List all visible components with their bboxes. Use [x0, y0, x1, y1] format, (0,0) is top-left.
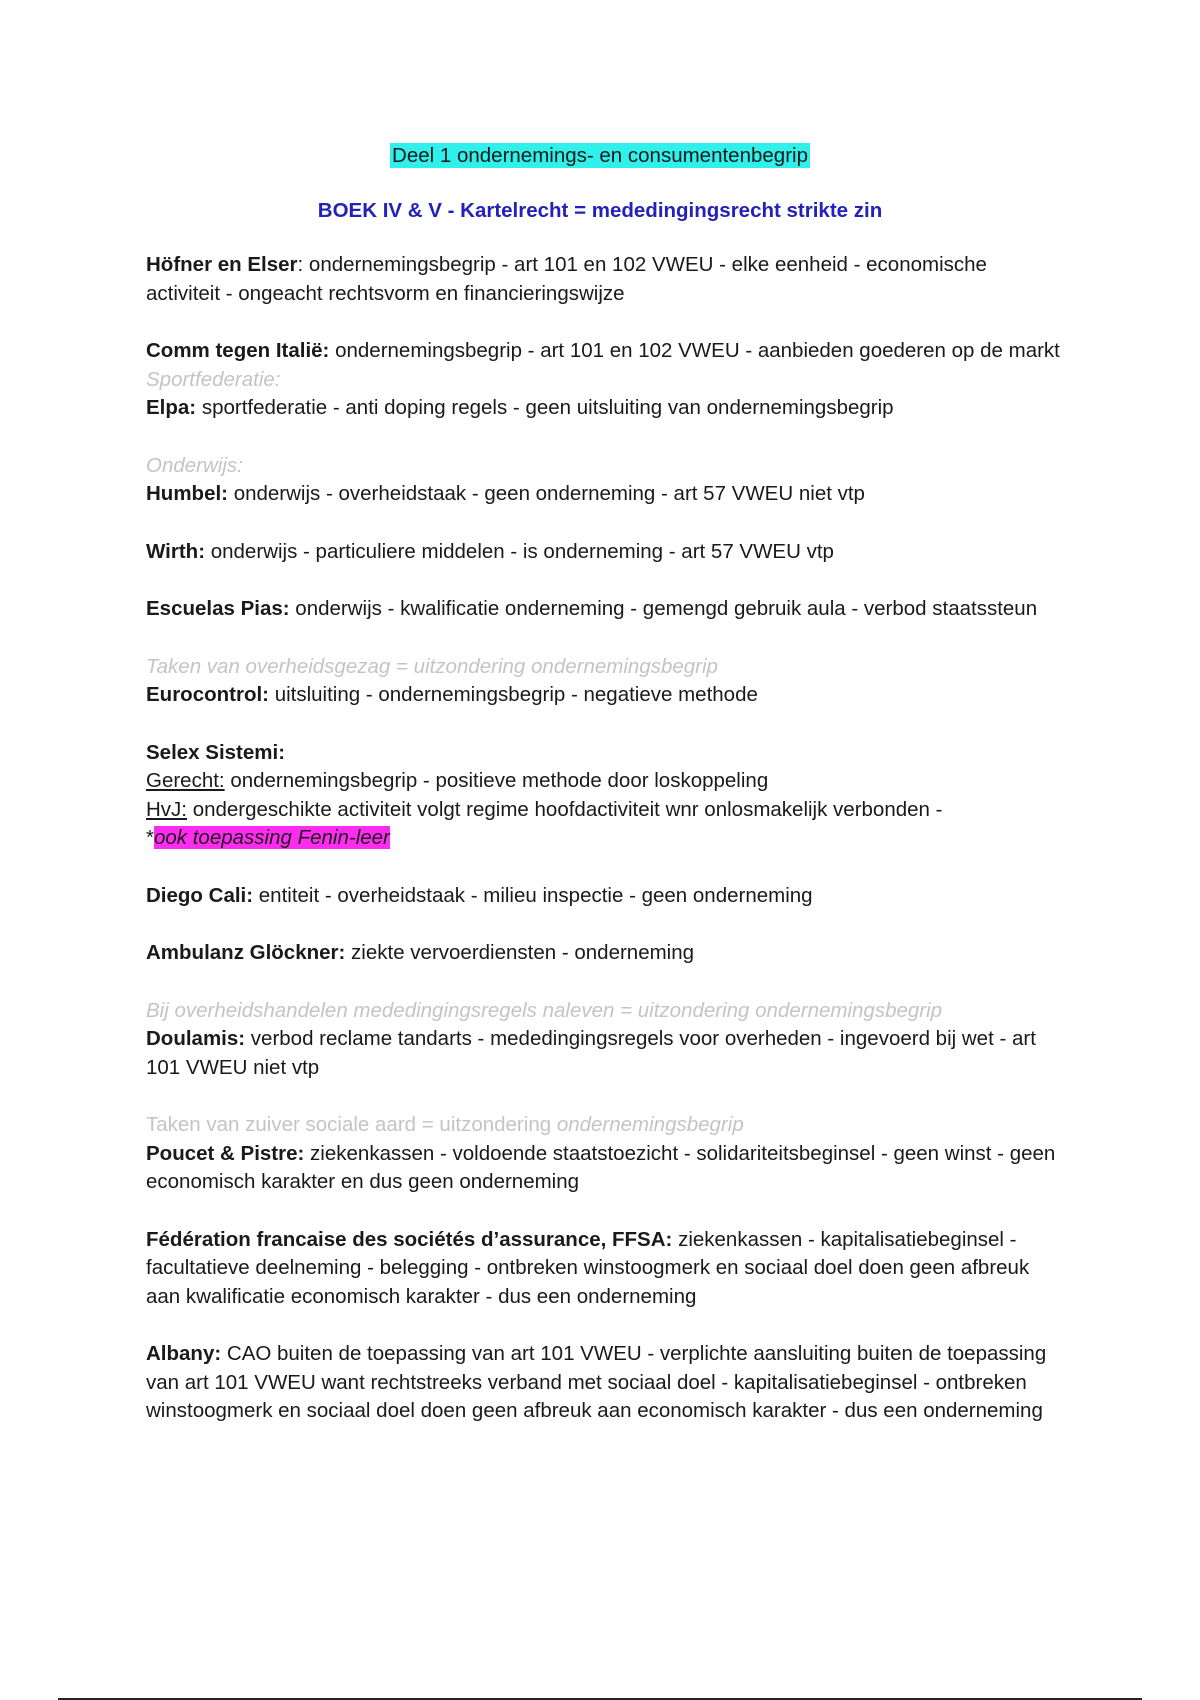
selex-highlight-line [146, 824, 1066, 853]
case-name: Poucet & Pistre: [146, 1141, 305, 1165]
case-text: uitsluiting - ondernemingsbegrip - negatieve methode [269, 683, 758, 706]
case-entry-escuelas [146, 595, 1066, 624]
case-entry-ffsa [146, 1226, 1066, 1312]
category-note-sociaal [146, 1111, 1066, 1140]
category-note: Onderwijs: [146, 453, 243, 477]
case-entry-hofner [146, 251, 1066, 308]
case-text: ondergeschikte activiteit volgt regime hoofdactiviteit wnr onlosmakelijk verbonden - [187, 797, 943, 821]
case-name: Escuelas Pias: [146, 597, 290, 620]
case-name: Selex Sistemi: [146, 740, 286, 764]
case-entry-poucet [146, 1140, 1066, 1197]
category-note: Sportfederatie: [146, 367, 281, 391]
case-entry-ambulanz [146, 939, 1066, 968]
case-name: Comm tegen Italië: [146, 339, 330, 362]
category-note-italic: ondernemingsbegrip [556, 1113, 744, 1136]
case-text: onderwijs - overheidstaak - geen onderneming - art 57 VWEU niet vtp [228, 482, 865, 505]
case-entry-albany [146, 1340, 1066, 1426]
case-entry-doulamis [146, 1025, 1066, 1082]
case-entry-comm [146, 337, 1066, 366]
court-label: HvJ: [146, 797, 187, 821]
category-note: Taken van overheidsgezag = uitzondering ondernemingsbegrip [146, 654, 718, 678]
case-entry-eurocontrol [146, 681, 1066, 710]
category-note: Bij overheidshandelen mededingingsregels naleven = uitzondering ondernemingsbegrip [146, 998, 943, 1022]
case-name: Humbel: [146, 482, 228, 505]
selex-gerecht-line [146, 767, 1066, 796]
case-text: ondernemingsbegrip - art 101 en 102 VWEU - aanbieden goederen op de markt [329, 339, 1060, 362]
document-content [146, 142, 1066, 1426]
case-text: onderwijs - particuliere middelen - is onderneming - art 57 VWEU vtp [205, 539, 834, 563]
asterisk: * [146, 826, 154, 849]
case-text: onderwijs - kwalificatie onderneming - gemengd gebruik aula - verbod staatssteun [289, 597, 1038, 620]
category-note-text: Taken van zuiver sociale aard = uitzondering [146, 1113, 557, 1136]
case-entry-elpa [146, 394, 1066, 423]
case-name: Fédération francaise des sociétés d’assurance, FFSA: [146, 1227, 673, 1251]
case-name: Elpa: [146, 396, 197, 419]
case-text: verbod reclame tandarts - mededingingsregels voor overheden - ingevoerd bij wet - art 101 VWEU niet vtp [146, 1027, 1036, 1079]
case-text: ziekenkassen - kapitalisatiebeginsel - facultatieve deelneming - belegging - ontbreken winstoogmerk en sociaal doel doen geen afbreuk aan kwalificatie economisch karakter - dus een onderneming [146, 1227, 1030, 1308]
case-text: entiteit - overheidstaak - milieu inspectie - geen onderneming [253, 883, 813, 907]
case-name: Wirth: [146, 539, 206, 563]
case-name: Ambulanz Glöckner: [146, 941, 346, 964]
selex-hvj-line [146, 796, 1066, 825]
case-name: Doulamis: [146, 1027, 246, 1050]
case-entry-humbel [146, 480, 1066, 509]
case-text: ondernemingsbegrip - positieve methode door loskoppeling [224, 769, 769, 792]
case-name: Höfner en Elser [146, 253, 298, 276]
heading1-wrapper [0, 142, 1200, 171]
case-name: Albany: [146, 1342, 222, 1365]
case-text: CAO buiten de toepassing van art 101 VWEU - verplichte aansluiting buiten de toepassing van art 101 VWEU want rechtstreeks verband met sociaal doel - kapitalisatiebeginsel - ontbreken winstoogmerk en sociaal doel doen geen afbreuk aan economisch karakter - dus een onderneming [146, 1342, 1047, 1422]
case-text: ziekte vervoerdiensten - onderneming [345, 941, 695, 964]
case-entry-wirth [146, 538, 1066, 567]
case-text: sportfederatie - anti doping regels - geen uitsluiting van ondernemingsbegrip [196, 396, 894, 419]
court-label: Gerecht: [146, 769, 225, 792]
case-entry-diego [146, 882, 1066, 911]
section-heading: Deel 1 ondernemings- en consumentenbegrip [392, 144, 808, 167]
case-name: Diego Cali: [146, 883, 254, 907]
case-text: ziekenkassen - voldoende staatstoezicht - solidariteitsbeginsel - geen winst - geen economisch karakter en dus geen onderneming [146, 1141, 1056, 1193]
case-text: : ondernemingsbegrip - art 101 en 102 VWEU - elke eenheid - economische activiteit - ongeacht rechtsvorm en financieringswijze [146, 253, 987, 305]
subsection-heading: BOEK IV & V - Kartelrecht = mededingingsrecht strikte zin [317, 198, 883, 222]
highlighted-note: ook toepassing Fenin-leer [153, 826, 390, 849]
case-entry-selex [146, 739, 1066, 768]
case-name: Eurocontrol: [146, 683, 269, 706]
